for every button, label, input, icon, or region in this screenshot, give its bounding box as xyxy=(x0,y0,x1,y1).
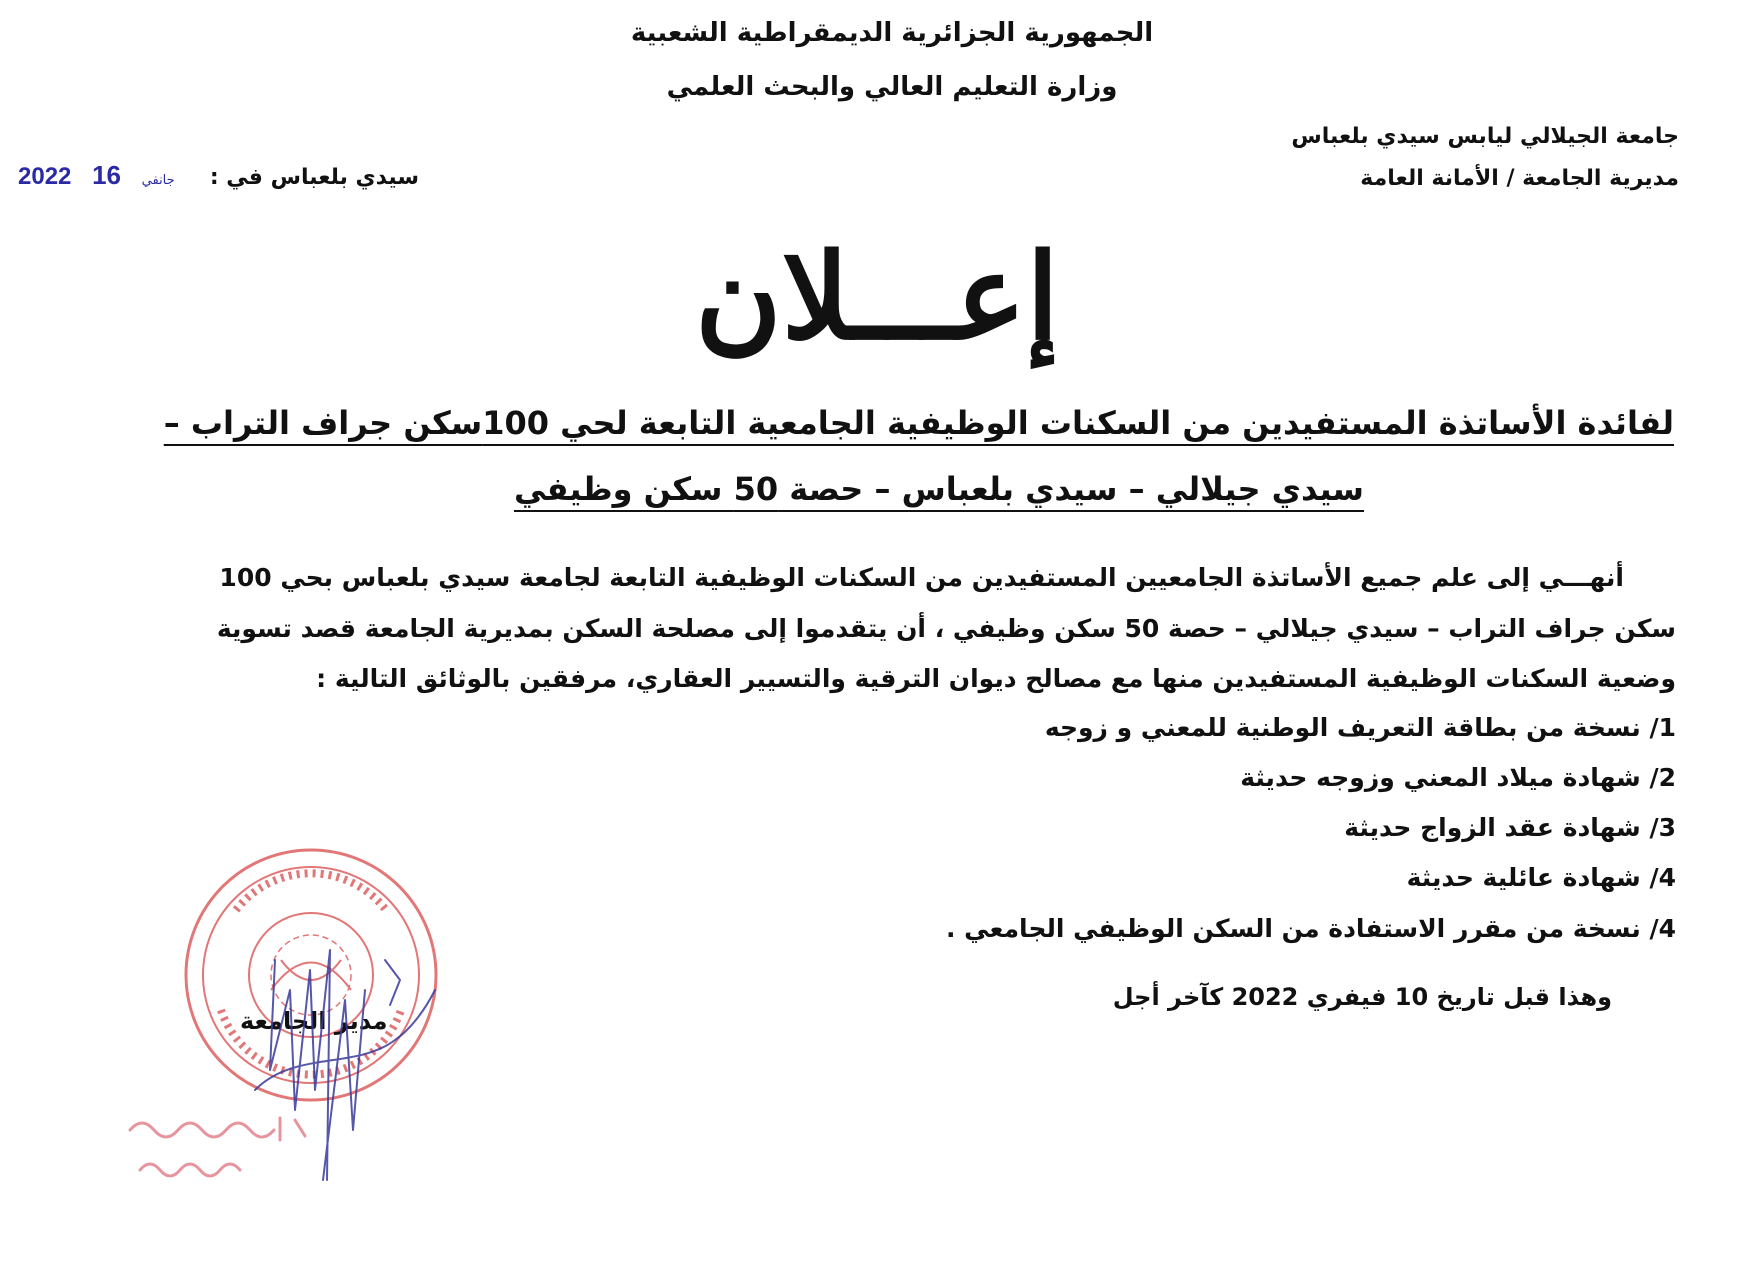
subject-line-1: لفائدة الأساتذة المستفيدين من السكنات الوظيفية الجامعية التابعة لحي 100سكن جراف التراب – xyxy=(163,404,1674,442)
subject-line-2 xyxy=(0,470,1754,508)
ministry-header: وزارة التعليم العالي والبحث العلمي xyxy=(666,72,1118,102)
handwritten-signature-icon xyxy=(235,930,445,1230)
university-name: جامعة الجيلالي ليابس سيدي بلعباس xyxy=(1291,124,1679,149)
date-stamp-year: 2022 xyxy=(18,163,72,190)
department-name: مديرية الجامعة / الأمانة العامة xyxy=(1360,166,1679,191)
document-list-item: 4/ شهادة عائلية حديثة xyxy=(1406,863,1676,892)
body-paragraph-line-2: سكن جراف التراب – سيدي جيلالي – حصة 50 سكن وظيفي ، أن يتقدموا إلى مصلحة السكن بمديرية الجامعة قصد تسوية xyxy=(216,614,1676,643)
place-date-label: سيدي بلعباس في : xyxy=(209,165,419,190)
date-stamp-month: جانفي xyxy=(141,172,175,187)
document-title: إعـــلان xyxy=(695,227,1059,366)
body-paragraph-line-3: وضعية السكنات الوظيفية المستفيدين منها مع مصالح ديوان الترقية والتسيير العقاري، مرفقين بالوثائق التالية : xyxy=(316,664,1676,693)
document-list-item: 4/ نسخة من مقرر الاستفادة من السكن الوظيفي الجامعي . xyxy=(945,914,1676,943)
body-paragraph-line-1: أنهـــي إلى علم جميع الأساتذة الجامعيين المستفيدين من السكنات الوظيفية التابعة لجامعة سيدي بلعباس بحي 100 xyxy=(219,563,1624,592)
subject-line-2-text: سيدي جيلالي – سيدي بلعباس – حصة 50 سكن وظيفي xyxy=(513,470,1365,508)
deadline-note: وهذا قبل تاريخ 10 فيفري 2022 كآخر أجل xyxy=(1112,983,1612,1011)
document-list-item: 2/ شهادة ميلاد المعني وزوجه حديثة xyxy=(1240,763,1676,792)
document-list-item: 3/ شهادة عقد الزواج حديثة xyxy=(1344,813,1676,842)
document-list-item: 1/ نسخة من بطاقة التعريف الوطنية للمعني و زوجه xyxy=(1044,713,1676,742)
republic-header: الجمهورية الجزائرية الديمقراطية الشعبية xyxy=(630,18,1154,48)
signatory-title: مدير الجامعة xyxy=(240,1007,388,1035)
date-stamp-day: 16 xyxy=(92,160,121,190)
date-stamp xyxy=(18,160,175,191)
